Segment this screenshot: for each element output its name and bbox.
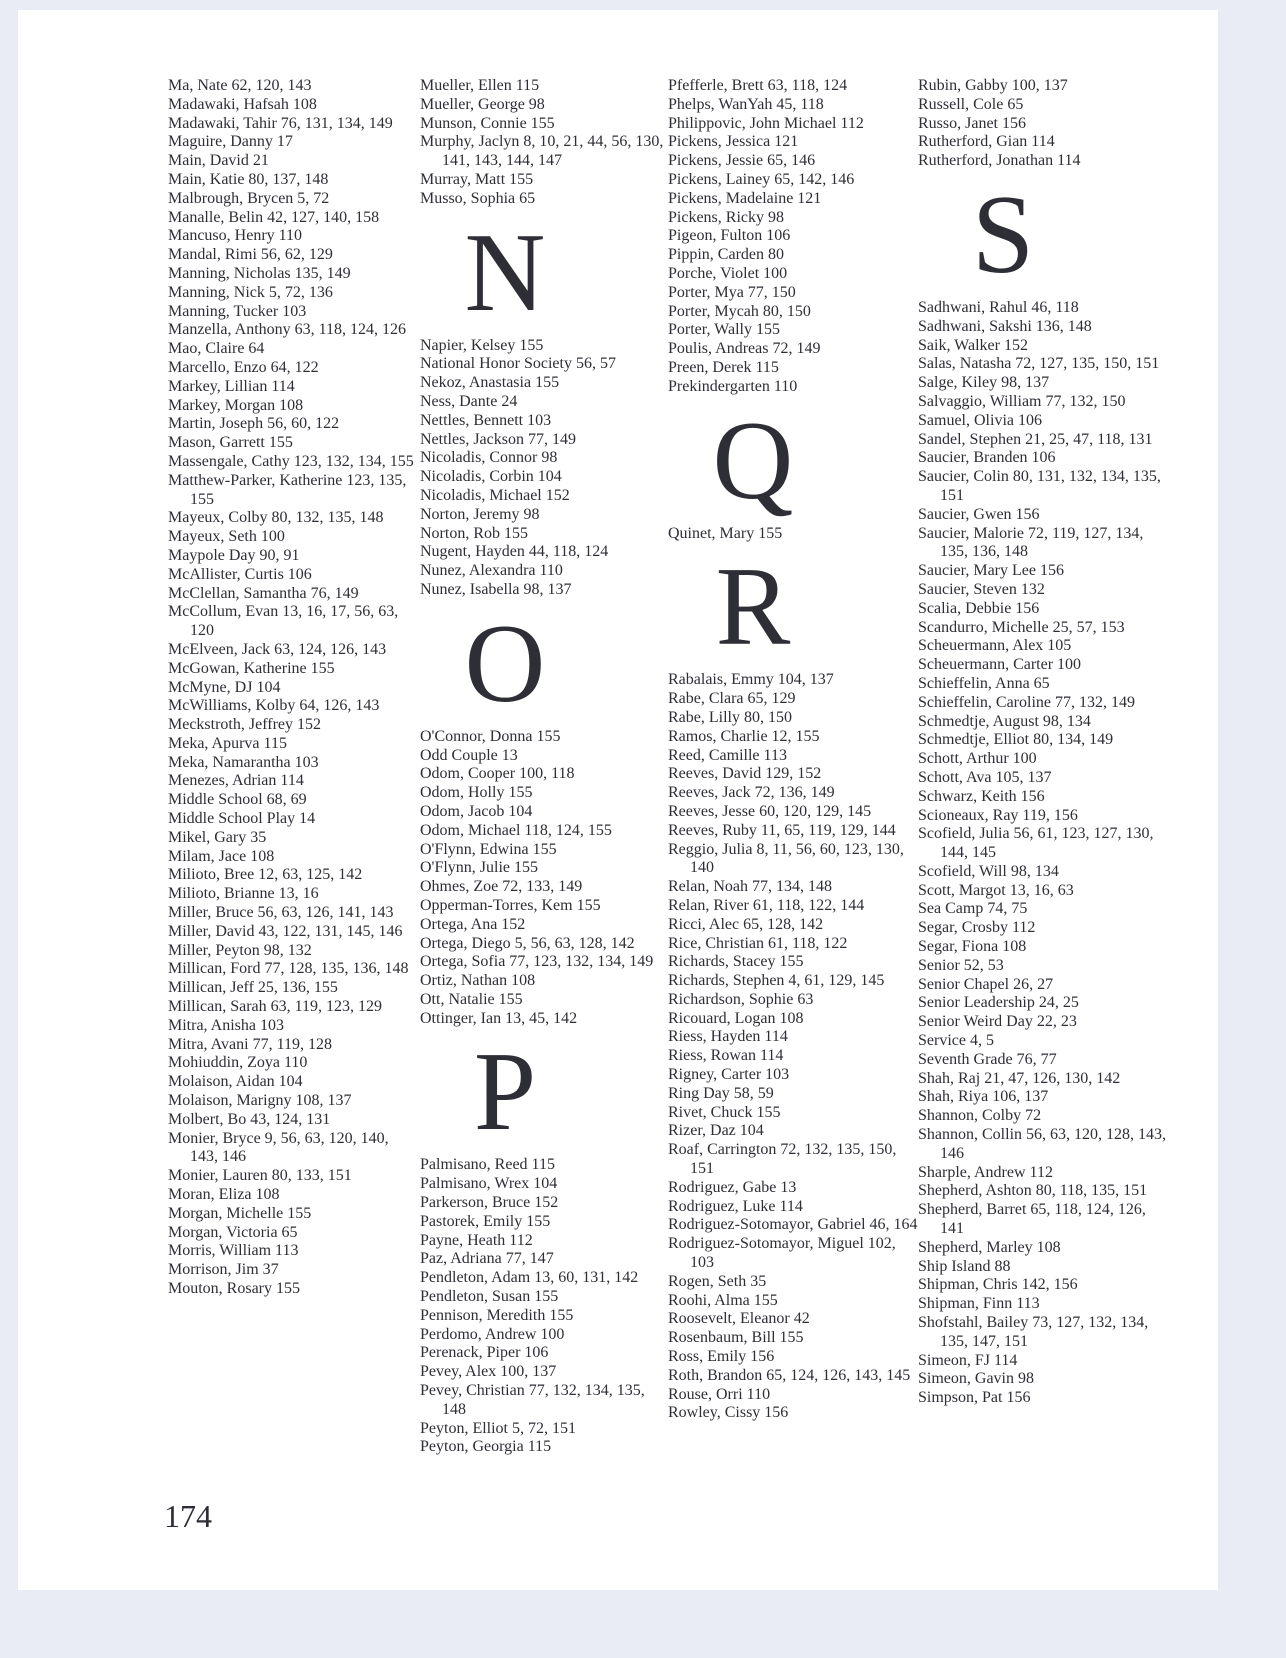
index-entry: Miller, David 43, 122, 131, 145, 146 [168,922,403,940]
index-entry: Marcello, Enzo 64, 122 [168,358,319,376]
index-entry: Scioneaux, Ray 119, 156 [918,806,1078,824]
index-entry: Nettles, Bennett 103 [420,411,552,429]
index-entry: Odd Couple 13 [420,746,518,764]
index-entry: Sea Camp 74, 75 [918,900,1028,918]
index-entry: Mancuso, Henry 110 [168,227,303,245]
index-entry: Shepherd, Marley 108 [918,1238,1061,1256]
index-entry: Ottinger, Ian 13, 45, 142 [420,1009,578,1027]
index-entry: Roohi, Alma 155 [668,1291,778,1309]
index-entry: Nunez, Isabella 98, 137 [420,580,572,598]
index-entry: Maypole Day 90, 91 [168,546,300,564]
index-entry: Ring Day 58, 59 [668,1084,774,1102]
index-entry: Reed, Camille 113 [668,746,787,764]
index-entry: Rutherford, Gian 114 [918,133,1055,151]
index-entry: Monier, Lauren 80, 133, 151 [168,1167,352,1185]
index-entry: Morgan, Victoria 65 [168,1223,298,1241]
index-entry: Manzella, Anthony 63, 118, 124, 126 [168,321,407,339]
index-entry: Ship Island 88 [918,1257,1011,1275]
index-entry: Sharple, Andrew 112 [918,1163,1053,1181]
index-entry: Norton, Jeremy 98 [420,505,540,523]
index-entry: Salvaggio, William 77, 132, 150 [918,392,1126,410]
index-entry: Senior Leadership 24, 25 [918,994,1079,1012]
index-entry: Rigney, Carter 103 [668,1066,790,1084]
index-entry: Manning, Tucker 103 [168,302,307,320]
index-entry: Munson, Connie 155 [420,114,555,132]
index-entry: Phelps, WanYah 45, 118 [668,95,824,113]
index-entry: Poulis, Andreas 72, 149 [668,340,821,358]
index-entry: Shofstahl, Bailey 73, 127, 132, 134, 135, 147, 151 [918,1314,1149,1350]
index-entry: Musso, Sophia 65 [420,189,536,207]
index-entry: Shipman, Finn 113 [918,1295,1040,1313]
index-entry: Shah, Riya 106, 137 [918,1088,1049,1106]
index-entry: Odom, Michael 118, 124, 155 [420,821,612,839]
index-entry: Milioto, Bree 12, 63, 125, 142 [168,866,363,884]
index-entry: Paz, Adriana 77, 147 [420,1250,554,1268]
index-entry: Odom, Holly 155 [420,784,533,802]
index-entry: Reeves, Jack 72, 136, 149 [668,784,835,802]
index-entry: Schieffelin, Anna 65 [918,674,1050,692]
index-entry: Scott, Margot 13, 16, 63 [918,881,1074,899]
index-entry: Mueller, Ellen 115 [420,77,540,94]
index-entry: Service 4, 5 [918,1032,994,1050]
index-entry: Murphy, Jaclyn 8, 10, 21, 44, 56, 130, 141, 143, 144, 147 [420,133,664,170]
index-entry: Scheuermann, Alex 105 [918,637,1072,655]
index-entry: Perdomo, Andrew 100 [420,1325,565,1343]
index-entry: McCollum, Evan 13, 16, 17, 56, 63, 120 [168,603,399,640]
index-entry: Pendleton, Adam 13, 60, 131, 142 [420,1269,639,1287]
index-entry: Middle School Play 14 [168,810,316,828]
index-entry: Riess, Hayden 114 [668,1028,788,1046]
index-entry: Miller, Peyton 98, 132 [168,941,312,959]
index-entry: Reeves, Ruby 11, 65, 119, 129, 144 [668,821,896,839]
index-entry: Madawaki, Tahir 76, 131, 134, 149 [168,114,393,132]
index-entry: Molbert, Bo 43, 124, 131 [168,1110,331,1128]
index-entry: Napier, Kelsey 155 [420,336,544,354]
index-entry: Rodriguez-Sotomayor, Gabriel 46, 164 [668,1216,918,1234]
index-entry: Mohiuddin, Zoya 110 [168,1054,308,1072]
index-entry: Miller, Bruce 56, 63, 126, 141, 143 [168,904,394,922]
index-entry: Simeon, FJ 114 [918,1351,1018,1369]
index-entry: McClellan, Samantha 76, 149 [168,584,359,602]
index-entry: McMyne, DJ 104 [168,678,281,696]
index-entry: Middle School 68, 69 [168,791,307,809]
index-entry: Ortiz, Nathan 108 [420,972,536,990]
index-entry: Pickens, Madelaine 121 [668,189,822,207]
index-entry: Rowley, Cissy 156 [668,1404,789,1422]
index-entry: Murray, Matt 155 [420,170,534,188]
index-column-3 [668,77,918,1423]
index-entry: Reeves, David 129, 152 [668,765,822,783]
index-entry: Meckstroth, Jeffrey 152 [168,716,321,734]
index-entry: Ortega, Ana 152 [420,915,526,933]
index-entry: Sadhwani, Sakshi 136, 148 [918,317,1092,335]
index-entry: Sandel, Stephen 21, 25, 47, 118, 131 [918,430,1153,448]
index-entry: Odom, Cooper 100, 118 [420,765,575,783]
index-entry: Matthew-Parker, Katherine 123, 135, 155 [168,471,407,508]
index-entry: Pfefferle, Brett 63, 118, 124 [668,77,848,94]
index-entry: Milioto, Brianne 13, 16 [168,885,319,903]
index-entry: Reggio, Julia 8, 11, 56, 60, 123, 130, 140 [668,840,904,877]
index-entry: Pigeon, Fulton 106 [668,227,791,245]
index-entry: Nicoladis, Connor 98 [420,449,558,467]
index-entry: Porter, Wally 155 [668,321,780,339]
section-letter-o: O [464,601,546,726]
index-entry: National Honor Society 56, 57 [420,355,616,373]
index-entry: Mayeux, Colby 80, 132, 135, 148 [168,509,384,527]
index-entry: Porche, Violet 100 [668,264,788,282]
index-entry: Ott, Natalie 155 [420,990,523,1008]
index-entry: McAllister, Curtis 106 [168,565,312,583]
index-entry: Peyton, Elliot 5, 72, 151 [420,1419,576,1437]
index-entry: Main, David 21 [168,152,269,170]
section-letter-q: Q [712,398,794,523]
index-entry: Scofield, Will 98, 134 [918,862,1059,880]
index-entry: Mikel, Gary 35 [168,828,267,846]
index-entry: Manning, Nick 5, 72, 136 [168,283,333,301]
index-entry: Malbrough, Brycen 5, 72 [168,189,330,207]
index-entry: Rodriguez, Luke 114 [668,1197,803,1215]
index-entry: Millican, Jeff 25, 136, 155 [168,979,338,997]
index-entry: Mayeux, Seth 100 [168,528,285,546]
index-entry: Odom, Jacob 104 [420,802,533,820]
index-entry: Morris, William 113 [168,1242,299,1260]
index-column-1 [168,77,418,1299]
index-entry: Mueller, George 98 [420,95,545,113]
index-entry: Relan, River 61, 118, 122, 144 [668,896,865,914]
index-entry: Rabalais, Emmy 104, 137 [668,671,834,689]
index-entry: O'Connor, Donna 155 [420,727,561,745]
index-entry: Segar, Crosby 112 [918,919,1036,937]
index-entry: Manalle, Belin 42, 127, 140, 158 [168,208,380,226]
index-entry: Ricouard, Logan 108 [668,1009,804,1027]
index-entry: Mitra, Avani 77, 119, 128 [168,1035,332,1053]
index-entry: Pickens, Jessie 65, 146 [668,152,816,170]
index-entry: Ortega, Sofia 77, 123, 132, 134, 149 [420,953,654,971]
index-entry: Rodriguez-Sotomayor, Miguel 102, 103 [668,1235,896,1272]
index-entry: Schott, Arthur 100 [918,750,1037,768]
index-page [18,10,1218,1590]
index-entry: Preen, Derek 115 [668,358,779,376]
index-entry: Shannon, Colby 72 [918,1107,1042,1125]
index-entry: Ortega, Diego 5, 56, 63, 128, 142 [420,934,635,952]
index-entry: Shah, Raj 21, 47, 126, 130, 142 [918,1069,1121,1087]
index-entry: Peyton, Georgia 115 [420,1438,552,1456]
index-entry: Mason, Garrett 155 [168,434,293,452]
index-entry: Salge, Kiley 98, 137 [918,374,1050,392]
index-entry: Scheuermann, Carter 100 [918,656,1082,674]
index-entry: Pennison, Meredith 155 [420,1306,574,1324]
index-entry: Roaf, Carrington 72, 132, 135, 150, 151 [668,1141,897,1178]
index-entry: Millican, Sarah 63, 119, 123, 129 [168,998,383,1016]
index-entry: Reeves, Jesse 60, 120, 129, 145 [668,802,872,820]
index-entry: Morrison, Jim 37 [168,1261,279,1279]
index-entry: Molaison, Aidan 104 [168,1073,303,1091]
index-entry: Scofield, Julia 56, 61, 123, 127, 130, 144, 145 [918,825,1154,862]
index-entry: Shepherd, Ashton 80, 118, 135, 151 [918,1182,1148,1200]
index-entry: Rice, Christian 61, 118, 122 [668,934,848,952]
index-entry: Saucier, Gwen 156 [918,505,1040,523]
index-entry: Russell, Cole 65 [918,95,1024,113]
index-column-4 [918,77,1168,1408]
index-entry: Saucier, Colin 80, 131, 132, 134, 135, 151 [918,468,1161,504]
index-entry: Palmisano, Reed 115 [420,1156,555,1174]
index-entry: Markey, Morgan 108 [168,396,304,414]
index-entry: Porter, Mya 77, 150 [668,283,796,301]
index-entry: Rosenbaum, Bill 155 [668,1329,804,1347]
index-entry: Nunez, Alexandra 110 [420,562,563,580]
index-entry: Ricci, Alec 65, 128, 142 [668,915,824,933]
index-entry: Opperman-Torres, Kem 155 [420,896,601,914]
index-entry: Mao, Claire 64 [168,340,265,358]
index-entry: Simeon, Gavin 98 [918,1370,1034,1388]
index-entry: Massengale, Cathy 123, 132, 134, 155 [168,452,414,470]
index-entry: Rutherford, Jonathan 114 [918,152,1081,170]
index-entry: Richards, Stephen 4, 61, 129, 145 [668,972,885,990]
index-entry: McGowan, Katherine 155 [168,659,335,677]
index-entry: Pickens, Lainey 65, 142, 146 [668,170,855,188]
index-entry: Mitra, Anisha 103 [168,1016,284,1034]
index-entry: Pippin, Carden 80 [668,246,784,264]
index-entry: Pickens, Ricky 98 [668,208,784,226]
index-entry: Schmedtje, Elliot 80, 134, 149 [918,731,1114,749]
index-entry: Pendleton, Susan 155 [420,1288,559,1306]
index-entry: Rubin, Gabby 100, 137 [918,77,1068,94]
index-entry: Simpson, Pat 156 [918,1389,1031,1407]
index-entry: Philippovic, John Michael 112 [668,114,864,132]
index-entry: Salas, Natasha 72, 127, 135, 150, 151 [918,355,1160,373]
index-entry: Ma, Nate 62, 120, 143 [168,77,312,94]
index-entry: Millican, Ford 77, 128, 135, 136, 148 [168,960,409,978]
index-entry: Saucier, Steven 132 [918,580,1045,598]
index-entry: Schmedtje, August 98, 134 [918,712,1091,730]
page-number: 174 [164,1498,212,1534]
index-entry: Payne, Heath 112 [420,1231,533,1249]
index-entry: Markey, Lillian 114 [168,377,295,395]
index-entry: Riess, Rowan 114 [668,1047,784,1065]
index-entry: Russo, Janet 156 [918,114,1026,132]
index-entry: Menezes, Adrian 114 [168,772,304,790]
index-entry: Parkerson, Bruce 152 [420,1194,559,1212]
index-entry: Pevey, Christian 77, 132, 134, 135, 148 [420,1382,645,1418]
index-entry: O'Flynn, Julie 155 [420,859,538,877]
index-entry: Schott, Ava 105, 137 [918,768,1052,786]
index-entry: Saucier, Malorie 72, 119, 127, 134, 135, 136, 148 [918,524,1144,561]
index-entry: O'Flynn, Edwina 155 [420,840,557,858]
index-entry: Palmisano, Wrex 104 [420,1175,558,1193]
index-entry: Schieffelin, Caroline 77, 132, 149 [918,693,1135,711]
index-entry: Ohmes, Zoe 72, 133, 149 [420,878,583,896]
index-entry: Rogen, Seth 35 [668,1272,767,1290]
section-letter-r: R [715,545,791,670]
index-entry: Ramos, Charlie 12, 155 [668,727,820,745]
index-entry: Senior Chapel 26, 27 [918,975,1054,993]
index-entry: Main, Katie 80, 137, 148 [168,170,329,188]
index-entry: Saucier, Branden 106 [918,449,1056,467]
index-entry: Shepherd, Barret 65, 118, 124, 126, 141 [918,1201,1146,1238]
index-entry: Morgan, Michelle 155 [168,1204,312,1222]
index-entry: Meka, Namarantha 103 [168,753,319,771]
index-entry: Shannon, Collin 56, 63, 120, 128, 143, 146 [918,1126,1167,1162]
index-entry: Rivet, Chuck 155 [668,1103,781,1121]
index-entry: Mouton, Rosary 155 [168,1280,300,1297]
index-entry: Sadhwani, Rahul 46, 118 [918,298,1079,316]
index-entry: Senior 52, 53 [918,956,1004,974]
index-entry: Martin, Joseph 56, 60, 122 [168,415,340,433]
index-entry: Pickens, Jessica 121 [668,133,799,151]
index-entry: Manning, Nicholas 135, 149 [168,264,351,282]
index-entry: Norton, Rob 155 [420,524,528,542]
index-entry: McWilliams, Kolby 64, 126, 143 [168,697,380,715]
index-entry: Shipman, Chris 142, 156 [918,1276,1078,1294]
index-entry: Rizer, Daz 104 [668,1122,764,1140]
index-entry: Nekoz, Anastasia 155 [420,374,560,392]
index-entry: Schwarz, Keith 156 [918,787,1045,805]
index-entry: Ness, Dante 24 [420,392,518,410]
index-entry: Maguire, Danny 17 [168,133,293,151]
index-entry: Relan, Noah 77, 134, 148 [668,878,832,896]
index-entry: Meka, Apurva 115 [168,734,287,752]
index-entry: Richards, Stacey 155 [668,953,804,971]
index-entry: Scandurro, Michelle 25, 57, 153 [918,618,1125,636]
index-entry: Rabe, Lilly 80, 150 [668,708,792,726]
index-entry: Nicoladis, Corbin 104 [420,468,562,486]
index-column-2 [420,77,670,1457]
section-letter-s: S [971,172,1035,297]
index-entry: Ross, Emily 156 [668,1348,775,1366]
index-entry: Nettles, Jackson 77, 149 [420,430,576,448]
index-entry: Molaison, Marigny 108, 137 [168,1092,352,1110]
index-entry: Monier, Bryce 9, 56, 63, 120, 140, 143, 146 [168,1129,389,1166]
index-entry: Roosevelt, Eleanor 42 [668,1310,810,1328]
section-letter-n: N [464,210,546,335]
index-entry: Prekindergarten 110 [668,377,798,395]
index-entry: Senior Weird Day 22, 23 [918,1013,1077,1031]
index-entry: Nugent, Hayden 44, 118, 124 [420,543,609,561]
section-letter-p: P [473,1030,537,1155]
index-entry: Perenack, Piper 106 [420,1344,549,1362]
index-entry: Quinet, Mary 155 [668,524,783,542]
index-entry: Scalia, Debbie 156 [918,599,1040,617]
index-entry: Mandal, Rimi 56, 62, 129 [168,246,333,264]
index-entry: Rodriguez, Gabe 13 [668,1178,797,1196]
index-entry: Milam, Jace 108 [168,847,275,865]
index-entry: Moran, Eliza 108 [168,1186,280,1204]
index-entry: Pastorek, Emily 155 [420,1212,551,1230]
index-entry: Pevey, Alex 100, 137 [420,1363,557,1381]
index-entry: McElveen, Jack 63, 124, 126, 143 [168,640,387,658]
index-entry: Saik, Walker 152 [918,336,1028,354]
index-entry: Porter, Mycah 80, 150 [668,302,811,320]
index-entry: Segar, Fiona 108 [918,938,1027,956]
index-entry: Roth, Brandon 65, 124, 126, 143, 145 [668,1366,911,1384]
index-entry: Rabe, Clara 65, 129 [668,690,796,708]
index-entry: Rouse, Orri 110 [668,1385,771,1403]
index-entry: Seventh Grade 76, 77 [918,1050,1057,1068]
index-entry: Samuel, Olivia 106 [918,411,1042,429]
index-entry: Saucier, Mary Lee 156 [918,562,1064,580]
index-entry: Madawaki, Hafsah 108 [168,95,317,113]
index-entry: Richardson, Sophie 63 [668,990,814,1008]
index-entry: Nicoladis, Michael 152 [420,486,570,504]
